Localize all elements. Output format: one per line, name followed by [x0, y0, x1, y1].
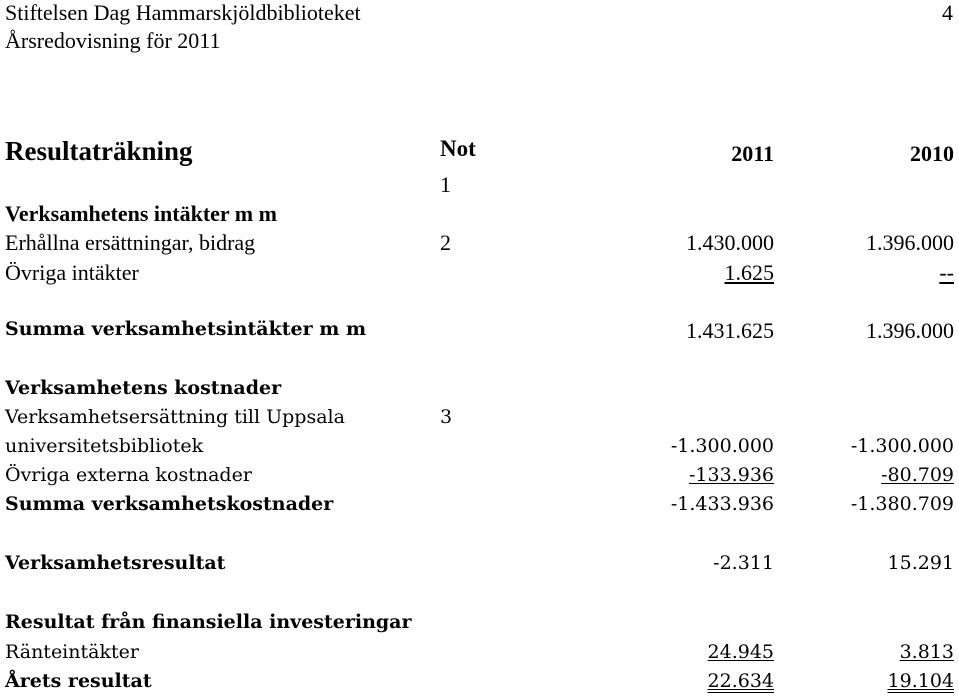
- sum-value-2010: 1.396.000: [866, 318, 954, 343]
- value-2011: -133.936: [689, 464, 774, 486]
- value-2011: 1.625: [724, 260, 774, 285]
- note-ref: 2: [440, 230, 451, 255]
- net-result-2010: 19.104: [887, 670, 954, 692]
- note-ref: 1: [440, 172, 451, 197]
- row-label: Erhållna ersättningar, bidrag: [5, 230, 256, 255]
- section-title-costs: Verksamhetens kostnader: [5, 377, 282, 399]
- operating-result-2010: 15.291: [887, 552, 954, 574]
- document-subtitle: Årsredovisning för 2011: [5, 28, 221, 53]
- sum-value-2011: -1.433.936: [670, 493, 774, 515]
- page-number: 4: [942, 0, 953, 25]
- value-2011: 1.430.000: [686, 230, 774, 255]
- value-2011: 24.945: [707, 641, 774, 663]
- row-label: Övriga externa kostnader: [5, 464, 252, 486]
- row-label: Verksamhetsersättning till Uppsala: [5, 406, 345, 428]
- section-title-income: Verksamhetens intäkter m m: [5, 201, 277, 226]
- row-label: Ränteintäkter: [5, 641, 139, 663]
- net-result-label: Årets resultat: [5, 670, 152, 692]
- row-label: Övriga intäkter: [5, 260, 139, 285]
- net-result-2011: 22.634: [707, 670, 774, 692]
- note-column-header: Not: [440, 136, 476, 161]
- value-2010: 1.396.000: [866, 230, 954, 255]
- section-title-financial: Resultat från finansiella investeringar: [5, 611, 412, 633]
- document-org-name: Stiftelsen Dag Hammarskjöldbiblioteket: [5, 0, 361, 25]
- year-2011-header: 2011: [731, 141, 774, 166]
- operating-result-label: Verksamhetsresultat: [5, 552, 226, 574]
- sum-value-2011: 1.431.625: [686, 318, 774, 343]
- operating-result-2011: -2.311: [713, 552, 774, 574]
- note-ref: 3: [440, 406, 453, 428]
- sum-value-2010: -1.380.709: [850, 493, 954, 515]
- value-2010: -80.709: [881, 464, 954, 486]
- year-2010-header: 2010: [910, 141, 954, 166]
- statement-title: Resultaträkning: [5, 136, 193, 166]
- value-2011: -1.300.000: [670, 435, 774, 457]
- sum-label: Summa verksamhetsintäkter m m: [5, 318, 367, 340]
- sum-label: Summa verksamhetskostnader: [5, 493, 334, 515]
- row-label: universitetsbibliotek: [5, 435, 204, 457]
- value-2010: -1.300.000: [850, 435, 954, 457]
- value-2010: --: [939, 260, 954, 285]
- value-2010: 3.813: [899, 641, 954, 663]
